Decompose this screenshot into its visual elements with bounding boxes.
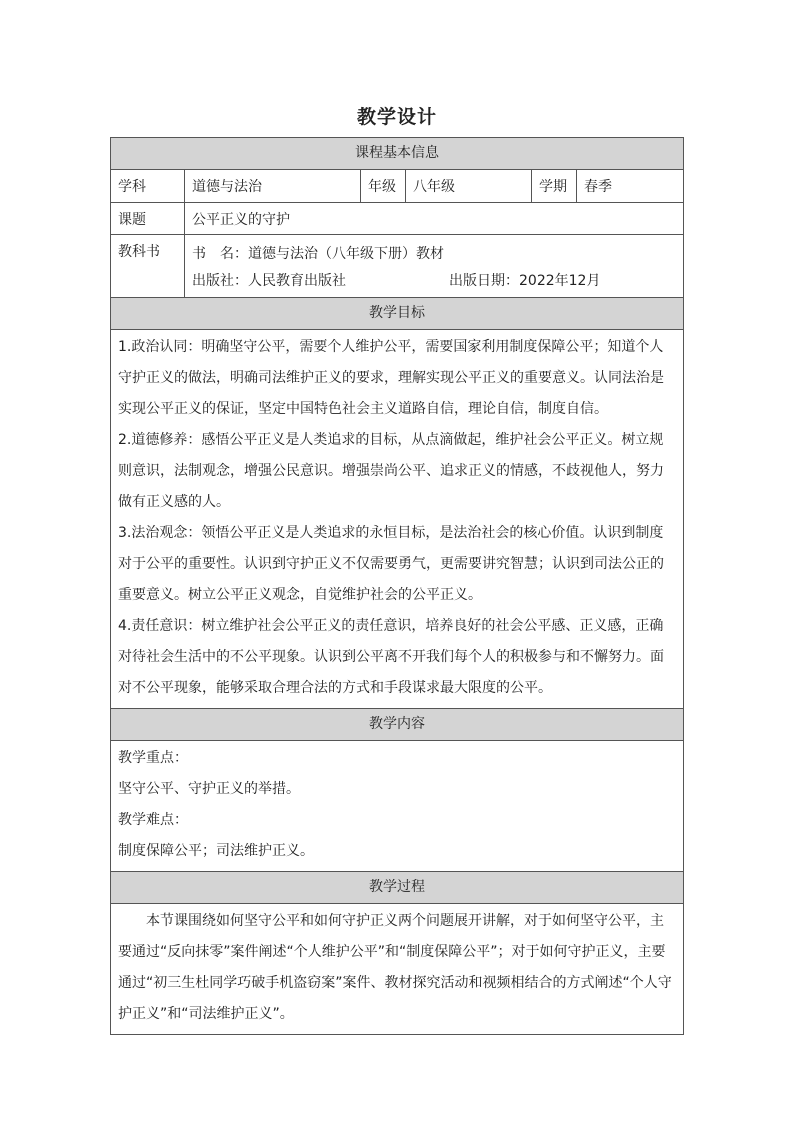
difficult-point-value: 制度保障公平；司法维护正义。 [118,843,314,859]
textbook-label: 教科书 [111,235,185,297]
topic-value: 公平正义的守护 [192,211,290,228]
goals-list [111,330,683,709]
key-point-label: 教学重点： [118,750,188,766]
section-content: 教学内容 [111,709,683,741]
goal-item: 3.法治观念：领悟公平正义是人类追求的永恒目标，是法治社会的核心价值。认识到制度对于公平的重要性。认识到守护正义不仅需要勇气，更需要讲究智慧；认识到司法公正的重要意义。树立公平正义观念，自觉维护社会的公平正义。 [118,525,664,603]
grade-value: 八年级 [406,170,532,202]
topic-row [111,203,683,235]
section-basic-info: 课程基本信息 [111,138,683,170]
subject-value: 道德与法治 [185,170,361,202]
goal-item: 4.责任意识：树立维护社会公平正义的责任意识，培养良好的社会公平感、正义感，正确对待社会生活中的不公平现象。认识到公平离不开我们每个人的积极参与和不懈努力。面对不公平现象，能够采取合理合法的方式和手段谋求最大限度的公平。 [118,618,664,696]
term-value: 春季 [584,179,612,195]
goal-item: 2.道德修养：感悟公平正义是人类追求的目标，从点滴做起，维护社会公平正义。树立规则意识，法制观念，增强公民意识。增强崇尚公平、追求正义的情感，不歧视他人，努力做有正义感的人。 [118,432,664,510]
topic-label: 课题 [111,203,185,234]
lesson-table [110,137,684,1035]
content-list [111,741,683,872]
process-text [111,904,683,1034]
key-point-value: 坚守公平、守护正义的举措。 [118,781,300,797]
textbook-row [111,235,683,298]
subject-label: 学科 [111,170,185,202]
page-title: 教学设计 [356,106,437,128]
difficult-point-label: 教学难点： [118,812,188,828]
process-paragraph: 本节课围绕如何坚守公平和如何守护正义两个问题展开讲解，对于如何坚守公平，主要通过“反向抹零”案件阐述“个人维护公平”和“制度保障公平”；对于如何守护正义，主要通过“初三生杜同学巧破手机盗窃案”案件、教材探究活动和视频相结合的方式阐述“个人守护正义”和“司法维护正义”。 [118,913,672,1022]
book-name: 书 名：道德与法治（八年级下册）教材 [192,245,444,262]
grade-label: 年级 [361,170,406,202]
textbook-details [185,235,683,297]
goal-item: 1.政治认同：明确坚守公平，需要个人维护公平，需要国家利用制度保障公平；知道个人守护正义的做法，明确司法维护正义的要求，理解实现公平正义的重要意义。认同法治是实现公平正义的保证，坚定中国特色社会主义道路自信，理论自信，制度自信。 [118,339,664,417]
publisher: 出版社：人民教育出版社 [192,272,346,289]
section-goals: 教学目标 [111,298,683,330]
term-label: 学期 [532,170,577,202]
info-row [111,170,683,203]
publish-date: 出版日期：2022年12月 [449,272,601,289]
section-process: 教学过程 [111,872,683,904]
